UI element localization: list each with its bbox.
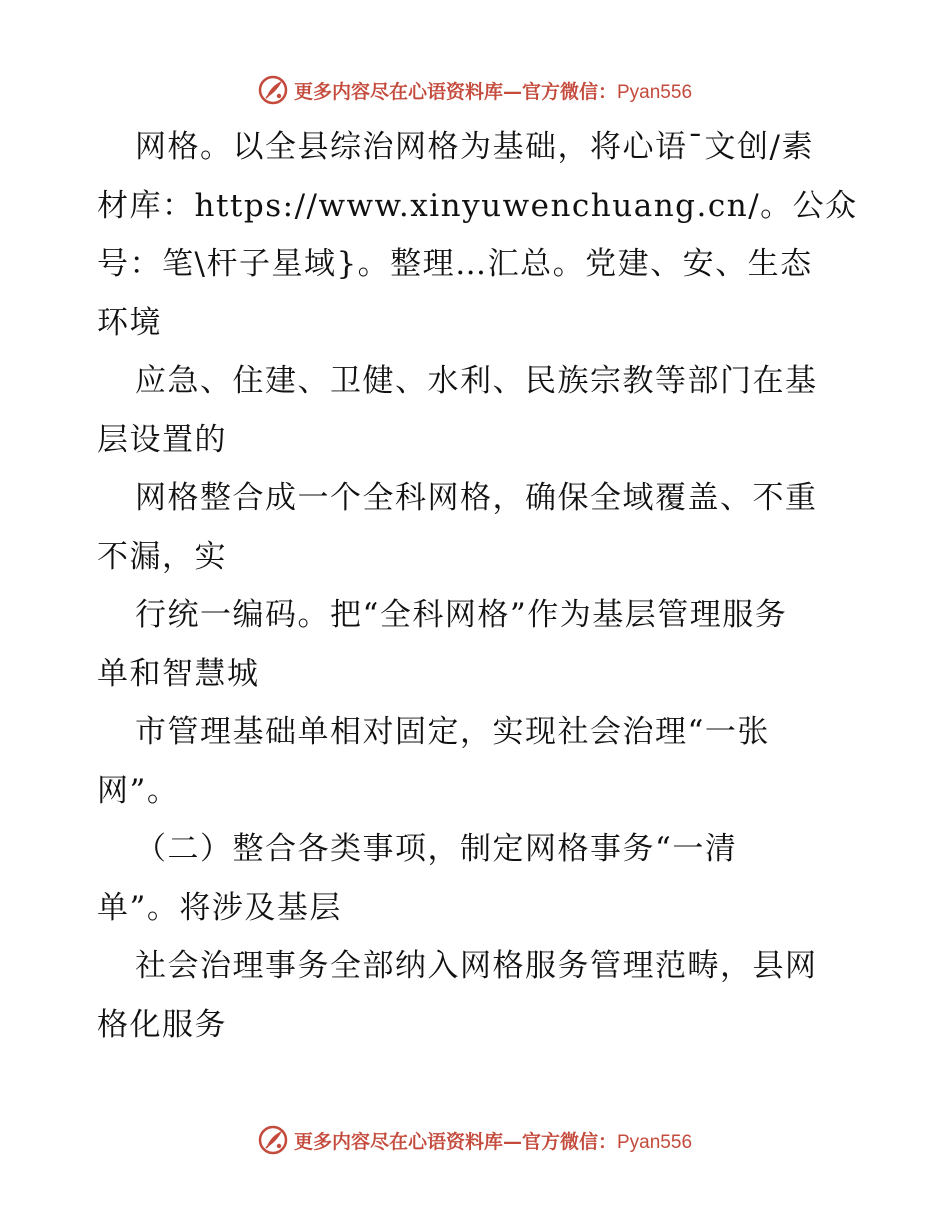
- body-line: 不漏，实: [97, 538, 227, 575]
- body-line: 网格。以全县综治网格为基础，将心语¯文创/素: [135, 129, 814, 165]
- body-line: 层设置的: [97, 421, 227, 458]
- footer-banner-text: [294, 1127, 692, 1154]
- header-banner-text: [294, 77, 692, 104]
- header-banner-wechat-id: Pyan556: [617, 81, 693, 103]
- body-line: 网格整合成一个全科网格，确保全域覆盖、不重: [135, 480, 818, 516]
- body-line: 行统一编码。把“全科网格”作为基层管理服务: [135, 597, 788, 633]
- body-line: 单和智慧城: [97, 655, 260, 692]
- header-banner-main: 更多内容尽在心语资料库: [293, 80, 503, 103]
- footer-banner-dash: —: [502, 1130, 522, 1153]
- body-line: 应急、住建、卫健、水利、民族宗教等部门在基: [135, 363, 818, 399]
- body-line: 单”。将涉及基层: [97, 889, 342, 926]
- body-line: 材库：https://www.xinyuwenchuang.cn/。公众: [97, 187, 858, 224]
- body-line: 社会治理事务全部纳入网格服务管理范畴，县网: [135, 948, 818, 984]
- document-body: [97, 118, 857, 1054]
- header-banner-dash: —: [502, 80, 522, 103]
- footer-banner-main: 更多内容尽在心语资料库: [293, 1130, 503, 1153]
- body-line: 网”。: [97, 772, 180, 809]
- body-line: 市管理基础单相对固定，实现社会治理“一张: [135, 714, 770, 750]
- body-line: 环境: [97, 304, 162, 341]
- footer-banner: [0, 1122, 950, 1158]
- quill-logo-icon: [258, 1125, 288, 1155]
- footer-banner-wechat-id: Pyan556: [617, 1131, 693, 1153]
- quill-logo-icon: [258, 75, 288, 105]
- body-line: 号：笔\杆子星域}。整理…汇总。党建、安、生态: [97, 246, 813, 282]
- footer-banner-wechat-label: 官方微信：: [521, 1130, 617, 1153]
- header-banner: [0, 72, 950, 108]
- body-line: 格化服务: [97, 1006, 227, 1043]
- body-line: （二）整合各类事项，制定网格事务“一清: [135, 831, 738, 867]
- header-banner-wechat-label: 官方微信：: [521, 80, 617, 103]
